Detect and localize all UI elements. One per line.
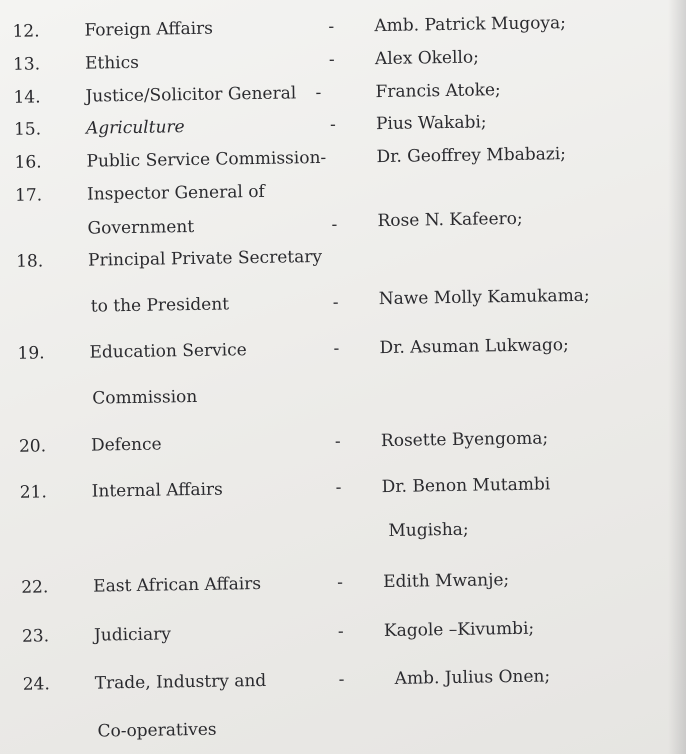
appointee-name: Kagole –Kivumbi; [383, 618, 535, 642]
separator-dash: - [337, 572, 344, 593]
appointee-name: Dr. Asuman Lukwago; [379, 335, 569, 359]
list-item [1, 77, 686, 108]
appointee-name-continuation: Mugisha; [388, 519, 469, 541]
department: Justice/Solicitor General [85, 83, 297, 107]
department: Trade, Industry and [94, 670, 267, 694]
list-item [10, 616, 686, 647]
appointee-name: Dr. Geoffrey Mbabazi; [376, 144, 567, 168]
appointee-name: Pius Wakabi; [375, 112, 487, 135]
appointee-name: Rose N. Kafeero; [377, 208, 523, 232]
item-number: 24. [22, 674, 50, 695]
item-number: 17. [14, 185, 43, 206]
department: Principal Private Secretary [87, 246, 323, 271]
item-number: 14. [13, 87, 41, 108]
list-item [2, 109, 686, 140]
department: Public Service Commission- [86, 147, 327, 172]
item-number: 16. [14, 152, 42, 173]
item-number: 23. [21, 626, 50, 647]
list-item [11, 664, 686, 742]
appointee-name: Amb. Patrick Mugoya; [374, 13, 567, 37]
item-number: 21. [19, 482, 47, 503]
separator-dash: - [334, 431, 341, 452]
separator-dash: - [337, 621, 344, 642]
separator-dash: - [329, 114, 336, 135]
appointee-name: Rosette Byengoma; [380, 428, 549, 452]
item-number: 15. [13, 119, 42, 140]
department: Internal Affairs [91, 479, 223, 502]
separator-dash: - [332, 292, 339, 313]
list-item [1, 44, 686, 75]
department: Ethics [84, 52, 140, 74]
list-item [8, 472, 686, 541]
item-number: 13. [12, 54, 41, 75]
separator-dash: - [331, 214, 338, 235]
appointee-name: Amb. Julius Onen; [394, 666, 551, 689]
appointee-name: Nawe Molly Kamukama; [378, 285, 590, 310]
department: Defence [90, 434, 162, 456]
separator-dash: - [338, 669, 345, 690]
department: Agriculture [85, 117, 185, 139]
list-item [4, 241, 686, 317]
list-item [9, 567, 686, 598]
separator-dash: - [328, 16, 335, 37]
list-item [5, 333, 686, 409]
page-edge-shadow [668, 0, 686, 754]
appointee-name: Dr. Benon Mutambi [381, 474, 551, 498]
list-item [7, 426, 686, 457]
department-continuation: Government [87, 216, 195, 239]
appointee-name: Alex Okello; [374, 47, 480, 70]
item-number: 12. [12, 21, 40, 42]
department: East African Affairs [93, 573, 262, 597]
item-number: 19. [17, 343, 45, 364]
item-number: 18. [15, 251, 44, 272]
item-number: 20. [18, 436, 47, 457]
department: Foreign Affairs [84, 18, 214, 41]
separator-dash: - [333, 338, 340, 359]
appointee-name: Edith Mwanje; [383, 570, 510, 593]
department-continuation: Co-operatives [97, 719, 217, 742]
department: Education Service [89, 340, 247, 363]
separator-dash: - [335, 477, 342, 498]
department-continuation: Commission [92, 386, 198, 409]
list-item [2, 142, 686, 173]
department-continuation: to the President [90, 294, 230, 317]
department: Inspector General of [86, 181, 265, 205]
department: Judiciary [93, 624, 172, 646]
list-item [0, 11, 686, 42]
appointee-name: Francis Atoke; [375, 80, 501, 103]
item-number: 22. [21, 577, 49, 598]
separator-dash: - [328, 49, 335, 70]
list-item [3, 175, 686, 239]
separator-dash: - [315, 82, 322, 104]
